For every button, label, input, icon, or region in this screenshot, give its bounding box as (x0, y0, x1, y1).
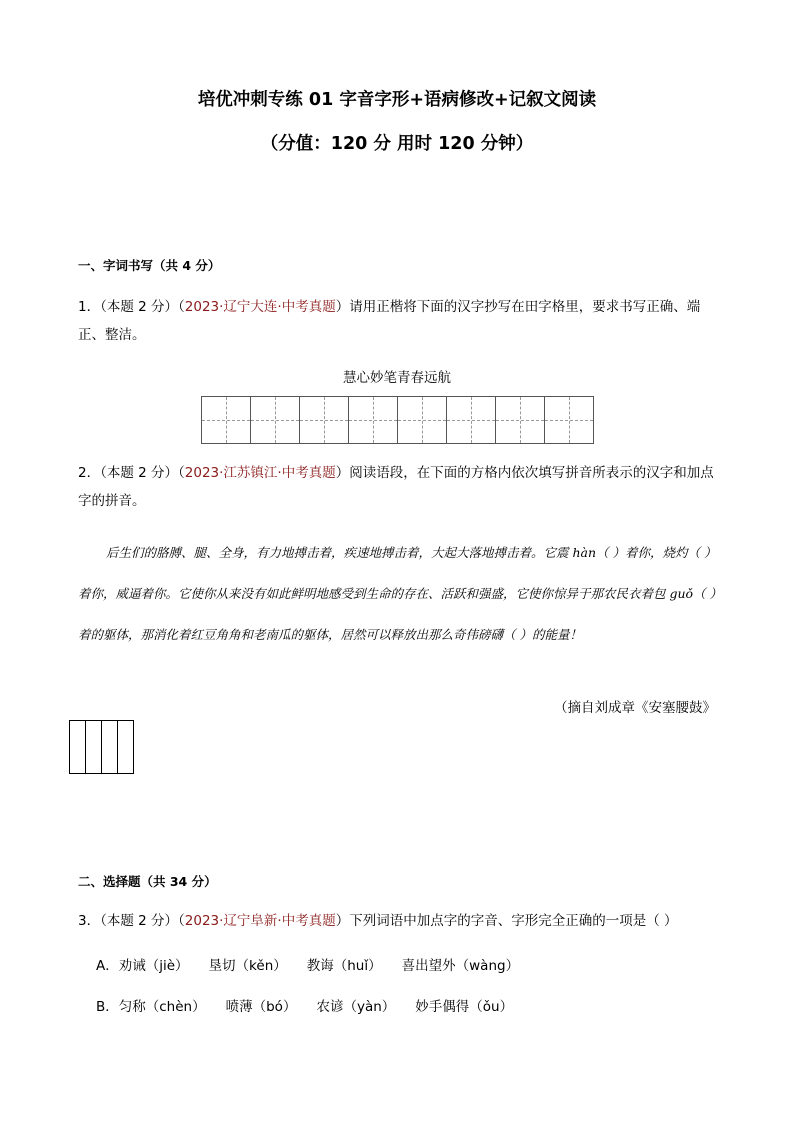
option-b-word: 喷薄（bó） (225, 999, 297, 1015)
grid-cell[interactable] (300, 396, 349, 444)
copy-word: 慧心妙笔青春远航 (343, 370, 451, 386)
question-3-prefix: 3．（本题 2 分）（ (78, 913, 185, 929)
tianzige-grid[interactable] (201, 396, 594, 444)
section-heading-2: 二、选择题（共 34 分） (78, 874, 217, 889)
grid-cell[interactable] (398, 396, 447, 444)
option-b-word: 农谚（yàn） (316, 999, 396, 1015)
option-a-word: 喜出望外（wàng） (401, 958, 520, 974)
option-a-word: 教诲（huǐ） (306, 958, 382, 974)
question-1-text: ）请用正楷将下面的汉字抄写在田字格里，要求书写正确、端正、整洁。 (78, 299, 701, 343)
question-2 (78, 459, 718, 515)
answer-box[interactable] (86, 720, 102, 774)
question-2-text: ）阅读语段，在下面的方格内依次填写拼音所表示的汉字和加点字的拼音。 (78, 465, 714, 509)
grid-cell[interactable] (202, 396, 251, 444)
option-a[interactable] (96, 954, 539, 974)
answer-boxes[interactable] (69, 720, 134, 774)
page-subtitle: （分值：120 分 用时 120 分钟） (260, 134, 534, 154)
option-a-word: A．劝诫（jiè） (96, 958, 189, 974)
question-2-prefix: 2．（本题 2 分）（ (78, 465, 185, 481)
question-3-source: 2023·辽宁阜新·中考真题 (184, 913, 336, 929)
option-b-word: 妙手偶得（ǒu） (415, 999, 514, 1015)
question-3 (78, 907, 718, 935)
answer-box[interactable] (70, 720, 86, 774)
answer-box[interactable] (102, 720, 118, 774)
grid-cell[interactable] (349, 396, 398, 444)
option-b-word: B．匀称（chèn） (96, 999, 206, 1015)
reading-passage (78, 532, 718, 655)
page-title: 培优冲刺专练 01 字音字形+语病修改+记叙文阅读 (197, 90, 597, 110)
passage-attribution: （摘自刘成章《安塞腰鼓》 (554, 700, 716, 716)
grid-cell[interactable] (496, 396, 545, 444)
option-b[interactable] (96, 995, 533, 1015)
passage-text: 后生们的胳膊、腿、全身，有力地搏击着，疾速地搏击着，大起大落地搏击着。它震 hàn（ ）着你，烧灼（ ）着你，威逼着你。它使你从来没有如此鲜明地感受到生命的存在、活跃和强盛，它使你惊异于那农民衣着包 guǒ（ ）着的躯体，那消化着红豆角角和老南瓜的躯体，居然可以释放出那么奇伟磅礴（ ）的能量！ (78, 545, 717, 642)
grid-cell[interactable] (545, 396, 594, 444)
question-1-prefix: 1．（本题 2 分）（ (78, 299, 185, 315)
option-a-word: 垦切（kěn） (208, 958, 287, 974)
grid-cell[interactable] (447, 396, 496, 444)
grid-cell[interactable] (251, 396, 300, 444)
answer-box[interactable] (118, 720, 134, 774)
question-1-source: 2023·辽宁大连·中考真题 (184, 299, 336, 315)
question-3-text: ）下列词语中加点字的字音、字形完全正确的一项是（ ） (335, 913, 678, 929)
section-heading-1: 一、字词书写（共 4 分） (78, 258, 221, 273)
question-1 (78, 293, 718, 349)
question-2-source: 2023·江苏镇江·中考真题 (184, 465, 336, 481)
